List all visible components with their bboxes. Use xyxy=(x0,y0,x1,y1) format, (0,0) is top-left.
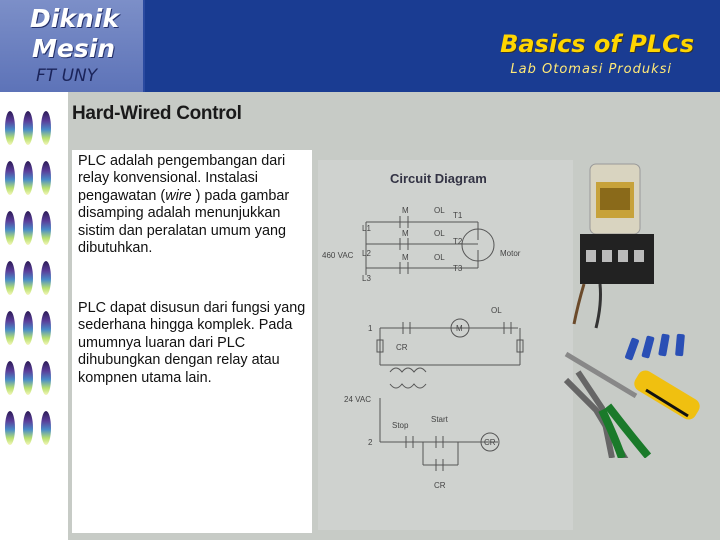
decorative-dot xyxy=(5,361,15,395)
decorative-dot xyxy=(23,261,33,295)
header-title: Basics of PLCs xyxy=(500,30,694,58)
decorative-dot xyxy=(23,161,33,195)
svg-text:L3: L3 xyxy=(362,274,371,283)
decorative-dot xyxy=(23,361,33,395)
svg-text:OL: OL xyxy=(434,253,445,262)
relay-and-tools-photo xyxy=(556,158,718,458)
header-subtitle: Lab Otomasi Produksi xyxy=(510,62,672,77)
svg-text:L2: L2 xyxy=(362,249,371,258)
decorative-dot xyxy=(41,161,51,195)
svg-text:T1: T1 xyxy=(453,211,463,220)
svg-text:T3: T3 xyxy=(453,264,463,273)
svg-text:1: 1 xyxy=(368,324,373,333)
decorative-dot xyxy=(5,411,15,445)
svg-text:CR: CR xyxy=(484,438,496,447)
decorative-dot xyxy=(41,411,51,445)
svg-text:L1: L1 xyxy=(362,224,371,233)
svg-text:M: M xyxy=(456,324,463,333)
svg-text:460 VAC: 460 VAC xyxy=(322,251,354,260)
svg-text:24 VAC: 24 VAC xyxy=(344,395,371,404)
svg-text:OL: OL xyxy=(491,306,502,315)
svg-text:CR: CR xyxy=(396,343,408,352)
svg-text:Start: Start xyxy=(431,415,448,424)
slide-heading: Hard-Wired Control xyxy=(72,103,242,124)
circuit-diagram xyxy=(318,160,573,530)
decorative-dot xyxy=(23,211,33,245)
svg-text:OL: OL xyxy=(434,229,445,238)
svg-text:2: 2 xyxy=(368,438,373,447)
diagram-title: Circuit Diagram xyxy=(390,171,487,186)
decorative-dot xyxy=(5,111,15,145)
decorative-dot xyxy=(5,261,15,295)
decorative-dot xyxy=(41,361,51,395)
decorative-dot xyxy=(5,161,15,195)
svg-text:Motor: Motor xyxy=(500,249,521,258)
svg-text:OL: OL xyxy=(434,206,445,215)
svg-text:Stop: Stop xyxy=(392,421,409,430)
paragraph-1: PLC adalah pengembangan dari relay konvensional. Instalasi pengawatan (wire ) pada gambar disamping adalah menunjukkan sistim dan peralatan umum yang dibutuhkan. xyxy=(78,153,290,257)
logo-ftuny: FT UNY xyxy=(36,66,98,86)
svg-text:M: M xyxy=(402,253,409,262)
decorative-dot xyxy=(41,311,51,345)
logo-mesin: Mesin xyxy=(32,34,116,63)
decorative-dot xyxy=(23,111,33,145)
decorative-dot xyxy=(5,311,15,345)
decorative-dot xyxy=(41,261,51,295)
paragraph-2: PLC dapat disusun dari fungsi yang sederhana hingga komplek. Pada umumnya luaran dari PLC dihubungkan dengan relay atau kompnen utama lain. xyxy=(78,300,306,386)
decorative-dots xyxy=(0,100,64,460)
svg-text:M: M xyxy=(402,229,409,238)
decorative-dot xyxy=(23,311,33,345)
svg-text:CR: CR xyxy=(434,481,446,490)
decorative-dot xyxy=(5,211,15,245)
svg-text:M: M xyxy=(402,206,409,215)
decorative-dot xyxy=(41,211,51,245)
logo-diknik: Diknik xyxy=(30,4,119,33)
svg-text:T2: T2 xyxy=(453,237,463,246)
decorative-dot xyxy=(41,111,51,145)
decorative-dot xyxy=(23,411,33,445)
